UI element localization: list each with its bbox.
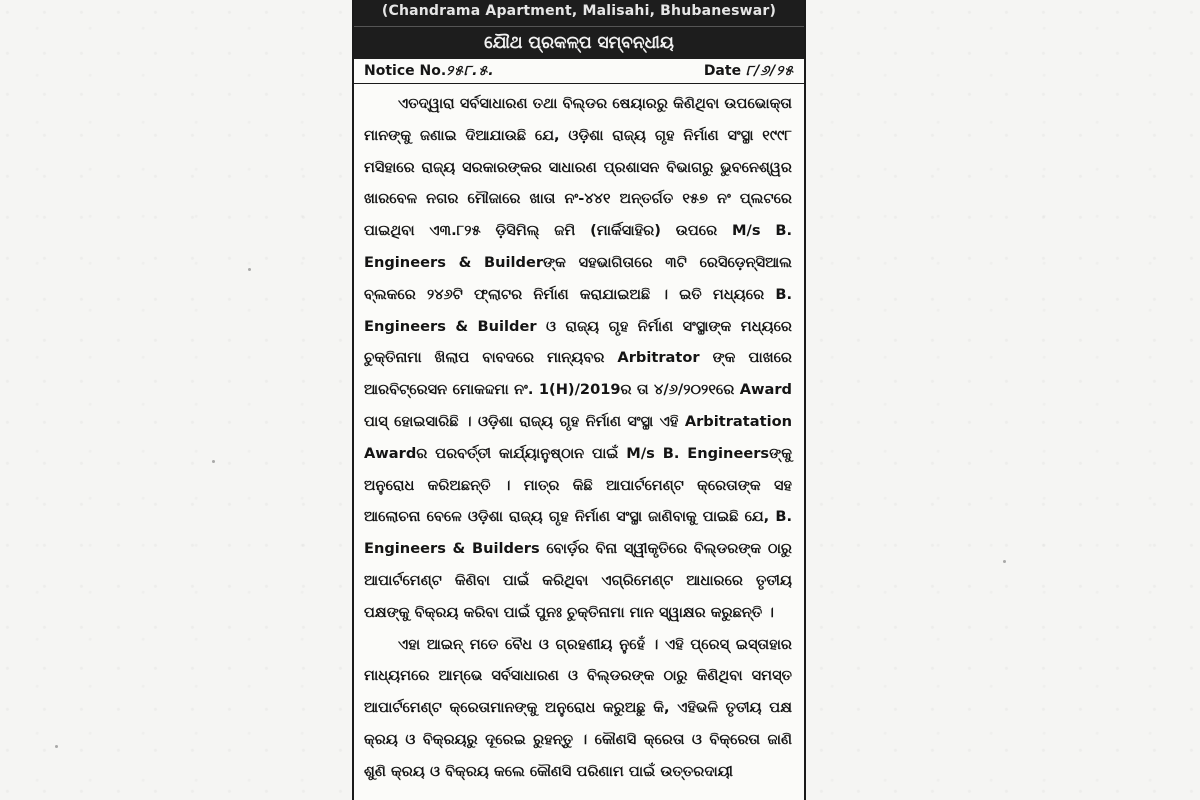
notice-meta-row <box>354 59 804 84</box>
notice-paragraph-1: ଏତଦ୍ୱାରା ସର୍ବସାଧାରଣ ତଥା ବିଲ୍ଡର ଷେୟାରରୁ କିଣିଥିବା ଉପଭୋକ୍ତା ମାନଙ୍କୁ ଜଣାଇ ଦିଆଯାଉଛି ଯେ, ଓଡ଼ିଶା ରାଜ୍ୟ ଗୃହ ନିର୍ମାଣ ସଂସ୍ଥା ୧୯୯୮ ମସିହାରେ ରାଜ୍ୟ ସରକାରଙ୍କର ସାଧାରଣ ପ୍ରଶାସନ ବିଭାଗରୁ ଭୁବନେଶ୍ୱର ଖାରବେଳ ନଗର ମୌଜାରେ ଖାତା ନଂ-୪୪୧ ଅନ୍ତର୍ଗତ ୧୫୭ ନଂ ପ୍ଲଟରେ ପାଇଥିବା ଏ୩.୮୨୫ ଡ଼ିସିମିଲ୍ ଜମି (ମାର୍କିସାହିର) ଉପରେ M/s B. Engineers & Builderଙ୍କ ସହଭାଗିତାରେ ୩ଟି ରେସିଡ଼େନ୍‌ସିଆଲ ବ୍ଲକରେ ୨୪୬ଟି ଫ୍ଲାଟର ନିର୍ମାଣ କରାଯାଇଅଛି । ଇତି ମଧ୍ୟରେ B. Engineers & Builder ଓ ରାଜ୍ୟ ଗୃହ ନିର୍ମାଣ ସଂସ୍ଥାଙ୍କ ମଧ୍ୟରେ ଚୁକ୍ତିନାମା ଖିଲାପ ବାବଦରେ ମାନ୍ୟବର Arbitrator ଙ୍କ ପାଖରେ ଆରବିଟ୍ରେସନ ମୋକଦ୍ଦମା ନଂ. 1(H)/2019ର ତା ୪/୬/୨୦୨୧ରେ Award ପାସ୍ ହୋଇସାରିଛି । ଓଡ଼ିଶା ରାଜ୍ୟ ଗୃହ ନିର୍ମାଣ ସଂସ୍ଥା ଏହି Arbitratation Awardର ପରବର୍ତ୍ତୀ କାର୍ଯ୍ୟାନୁଷ୍ଠାନ ପାଇଁ M/s B. Engineersଙ୍କୁ ଅନୁରୋଧ କରିଅଛନ୍ତି । ମାତ୍ର କିଛି ଆପାର୍ଟମେଣ୍ଟ କ୍ରେତାଙ୍କ ସହ ଆଲୋଚନା ବେଳେ ଓଡ଼ିଶା ରାଜ୍ୟ ଗୃହ ନିର୍ମାଣ ସଂସ୍ଥା ଜାଣିବାକୁ ପାଇଛି ଯେ, B. Engineers & Builders ବୋର୍ଡ଼ର ବିନା ସ୍ୱୀକୃତିରେ ବିଲ୍ଡରଙ୍କ ଠାରୁ ଆପାର୍ଟମେଣ୍ଟ କିଣିବା ପାଇଁ କରିଥିବା ଏଗ୍ରିମେଣ୍ଟ ଆଧାରରେ ତୃତୀୟ ପକ୍ଷଙ୍କୁ ବିକ୍ରୟ କରିବା ପାଇଁ ପୁନଃ ଚୁକ୍ତିନାମା ମାନ ସ୍ୱାକ୍ଷର କରୁଛନ୍ତି । <box>364 95 792 621</box>
notice-date-value: ୮/୬/୨୫ <box>745 63 794 79</box>
scan-speck <box>248 268 251 271</box>
notice-address: (Chandrama Apartment, Malisahi, Bhubaneswar) <box>381 3 777 19</box>
notice-body <box>354 84 804 788</box>
notice-title: ଯୌଥ ପ୍ରକଳ୍ପ ସମ୍ବନ୍ଧୀୟ <box>354 26 804 59</box>
scan-speck <box>212 460 215 463</box>
notice-header <box>354 0 804 59</box>
notice-date-field <box>704 63 794 79</box>
scan-speck <box>55 745 58 748</box>
notice-number-field <box>364 63 495 79</box>
scan-speck <box>1003 560 1006 563</box>
notice-date-label: Date <box>703 63 742 79</box>
notice-paragraph-2: ଏହା ଆଇନ୍ ମତେ ବୈଧ ଓ ଗ୍ରହଣୀୟ ନୁହେଁ । ଏହି ପ୍ରେସ୍ ଇସ୍ତାହାର ମାଧ୍ୟମରେ ଆମ୍ଭେ ସର୍ବସାଧାରଣ ଓ ବିଲ୍ଡରଙ୍କ ଠାରୁ କିଣିଥିବା ସମସ୍ତ ଆପାର୍ଟମେଣ୍ଟ କ୍ରେତାମାନଙ୍କୁ ଅନୁରୋଧ କରୁଅଛୁ କି, ଏହିଭଳି ତୃତୀୟ ପକ୍ଷ କ୍ରୟ ଓ ବିକ୍ରୟରୁ ଦୂରେଇ ରୁହନ୍ତୁ । କୌଣସି କ୍ରେତା ଓ ବିକ୍ରେତା ଜାଣି ଶୁଣି କ୍ରୟ ଓ ବିକ୍ରୟ କଲେ କୌଣସି ପରିଣାମ ପାଇଁ ଉତ୍ତରଦାୟୀ <box>364 635 792 780</box>
notice-number-label: Notice No. <box>364 63 447 79</box>
newspaper-notice <box>352 0 806 800</box>
notice-number-value: ୨୫୮.୫. <box>446 63 495 79</box>
